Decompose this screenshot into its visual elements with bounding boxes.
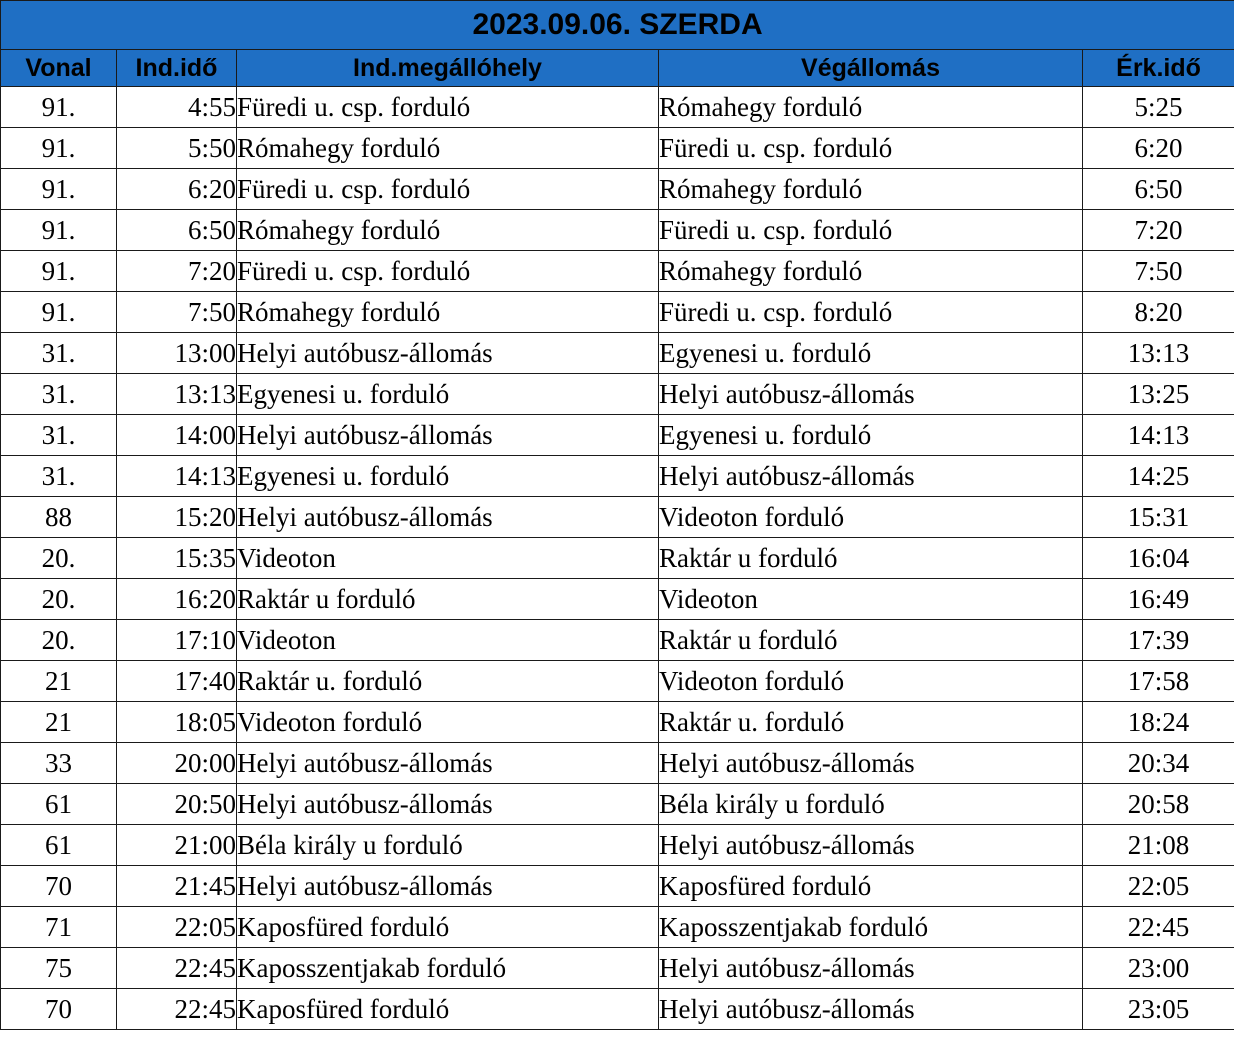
terminus-cell: Egyenesi u. forduló bbox=[659, 333, 1083, 374]
arrival-time-cell: 17:58 bbox=[1083, 661, 1234, 702]
arrival-time-cell: 14:25 bbox=[1083, 456, 1234, 497]
departure-time-cell: 14:13 bbox=[117, 456, 237, 497]
line-number-cell: 31. bbox=[1, 333, 117, 374]
departure-time-cell: 22:05 bbox=[117, 907, 237, 948]
arrival-time-cell: 13:25 bbox=[1083, 374, 1234, 415]
table-row bbox=[1, 497, 1234, 538]
terminus-cell: Helyi autóbusz-állomás bbox=[659, 989, 1083, 1030]
arrival-time-cell: 7:20 bbox=[1083, 210, 1234, 251]
departure-time-cell: 16:20 bbox=[117, 579, 237, 620]
departure-stop-cell: Videoton bbox=[237, 538, 659, 579]
terminus-cell: Rómahegy forduló bbox=[659, 87, 1083, 128]
terminus-cell: Rómahegy forduló bbox=[659, 251, 1083, 292]
timetable-body bbox=[1, 87, 1234, 1030]
departure-time-cell: 17:40 bbox=[117, 661, 237, 702]
table-row bbox=[1, 538, 1234, 579]
departure-time-cell: 7:50 bbox=[117, 292, 237, 333]
terminus-cell: Raktár u forduló bbox=[659, 538, 1083, 579]
departure-stop-cell: Videoton bbox=[237, 620, 659, 661]
table-row bbox=[1, 87, 1234, 128]
table-row bbox=[1, 948, 1234, 989]
departure-stop-cell: Béla király u forduló bbox=[237, 825, 659, 866]
departure-time-cell: 6:20 bbox=[117, 169, 237, 210]
table-row bbox=[1, 169, 1234, 210]
table-row bbox=[1, 128, 1234, 169]
terminus-cell: Kaposfüred forduló bbox=[659, 866, 1083, 907]
terminus-cell: Raktár u. forduló bbox=[659, 702, 1083, 743]
departure-stop-cell: Rómahegy forduló bbox=[237, 210, 659, 251]
departure-stop-cell: Helyi autóbusz-állomás bbox=[237, 743, 659, 784]
line-number-cell: 61 bbox=[1, 784, 117, 825]
departure-stop-cell: Füredi u. csp. forduló bbox=[237, 87, 659, 128]
line-number-cell: 70 bbox=[1, 989, 117, 1030]
table-row bbox=[1, 825, 1234, 866]
departure-time-cell: 20:50 bbox=[117, 784, 237, 825]
header-row bbox=[1, 50, 1234, 87]
line-number-cell: 70 bbox=[1, 866, 117, 907]
column-header-line: Vonal bbox=[1, 50, 117, 87]
terminus-cell: Rómahegy forduló bbox=[659, 169, 1083, 210]
departure-time-cell: 14:00 bbox=[117, 415, 237, 456]
line-number-cell: 88 bbox=[1, 497, 117, 538]
departure-stop-cell: Helyi autóbusz-állomás bbox=[237, 784, 659, 825]
table-row bbox=[1, 784, 1234, 825]
departure-stop-cell: Füredi u. csp. forduló bbox=[237, 169, 659, 210]
table-row bbox=[1, 661, 1234, 702]
terminus-cell: Videoton forduló bbox=[659, 661, 1083, 702]
departure-stop-cell: Füredi u. csp. forduló bbox=[237, 251, 659, 292]
arrival-time-cell: 20:34 bbox=[1083, 743, 1234, 784]
table-row bbox=[1, 702, 1234, 743]
line-number-cell: 61 bbox=[1, 825, 117, 866]
table-row bbox=[1, 456, 1234, 497]
line-number-cell: 33 bbox=[1, 743, 117, 784]
terminus-cell: Helyi autóbusz-állomás bbox=[659, 743, 1083, 784]
arrival-time-cell: 5:25 bbox=[1083, 87, 1234, 128]
departure-time-cell: 22:45 bbox=[117, 948, 237, 989]
departure-stop-cell: Helyi autóbusz-állomás bbox=[237, 333, 659, 374]
arrival-time-cell: 13:13 bbox=[1083, 333, 1234, 374]
table-row bbox=[1, 374, 1234, 415]
table-row bbox=[1, 866, 1234, 907]
arrival-time-cell: 6:50 bbox=[1083, 169, 1234, 210]
departure-stop-cell: Rómahegy forduló bbox=[237, 292, 659, 333]
departure-stop-cell: Videoton forduló bbox=[237, 702, 659, 743]
departure-time-cell: 15:20 bbox=[117, 497, 237, 538]
departure-stop-cell: Egyenesi u. forduló bbox=[237, 374, 659, 415]
page-title: 2023.09.06. SZERDA bbox=[1, 1, 1234, 50]
line-number-cell: 91. bbox=[1, 87, 117, 128]
terminus-cell: Egyenesi u. forduló bbox=[659, 415, 1083, 456]
departure-time-cell: 5:50 bbox=[117, 128, 237, 169]
departure-time-cell: 4:55 bbox=[117, 87, 237, 128]
table-row bbox=[1, 907, 1234, 948]
arrival-time-cell: 17:39 bbox=[1083, 620, 1234, 661]
arrival-time-cell: 22:05 bbox=[1083, 866, 1234, 907]
arrival-time-cell: 16:49 bbox=[1083, 579, 1234, 620]
terminus-cell: Béla király u forduló bbox=[659, 784, 1083, 825]
departure-time-cell: 18:05 bbox=[117, 702, 237, 743]
departure-stop-cell: Helyi autóbusz-állomás bbox=[237, 497, 659, 538]
departure-time-cell: 21:00 bbox=[117, 825, 237, 866]
table-row bbox=[1, 743, 1234, 784]
terminus-cell: Füredi u. csp. forduló bbox=[659, 210, 1083, 251]
table-row bbox=[1, 251, 1234, 292]
arrival-time-cell: 23:05 bbox=[1083, 989, 1234, 1030]
terminus-cell: Füredi u. csp. forduló bbox=[659, 292, 1083, 333]
departure-time-cell: 13:13 bbox=[117, 374, 237, 415]
line-number-cell: 20. bbox=[1, 579, 117, 620]
departure-stop-cell: Rómahegy forduló bbox=[237, 128, 659, 169]
terminus-cell: Helyi autóbusz-állomás bbox=[659, 825, 1083, 866]
arrival-time-cell: 22:45 bbox=[1083, 907, 1234, 948]
table-row bbox=[1, 620, 1234, 661]
line-number-cell: 91. bbox=[1, 210, 117, 251]
table-row bbox=[1, 579, 1234, 620]
terminus-cell: Videoton bbox=[659, 579, 1083, 620]
arrival-time-cell: 8:20 bbox=[1083, 292, 1234, 333]
arrival-time-cell: 23:00 bbox=[1083, 948, 1234, 989]
departure-stop-cell: Raktár u forduló bbox=[237, 579, 659, 620]
arrival-time-cell: 20:58 bbox=[1083, 784, 1234, 825]
title-row bbox=[1, 1, 1234, 50]
line-number-cell: 20. bbox=[1, 538, 117, 579]
arrival-time-cell: 7:50 bbox=[1083, 251, 1234, 292]
column-header-departure-stop: Ind.megállóhely bbox=[237, 50, 659, 87]
line-number-cell: 31. bbox=[1, 456, 117, 497]
column-header-departure-time: Ind.idő bbox=[117, 50, 237, 87]
table-row bbox=[1, 292, 1234, 333]
arrival-time-cell: 15:31 bbox=[1083, 497, 1234, 538]
arrival-time-cell: 6:20 bbox=[1083, 128, 1234, 169]
line-number-cell: 75 bbox=[1, 948, 117, 989]
column-header-arrival-time: Érk.idő bbox=[1083, 50, 1234, 87]
table-row bbox=[1, 210, 1234, 251]
terminus-cell: Helyi autóbusz-állomás bbox=[659, 456, 1083, 497]
terminus-cell: Videoton forduló bbox=[659, 497, 1083, 538]
terminus-cell: Füredi u. csp. forduló bbox=[659, 128, 1083, 169]
departure-time-cell: 20:00 bbox=[117, 743, 237, 784]
terminus-cell: Helyi autóbusz-állomás bbox=[659, 374, 1083, 415]
departure-time-cell: 22:45 bbox=[117, 989, 237, 1030]
arrival-time-cell: 18:24 bbox=[1083, 702, 1234, 743]
departure-stop-cell: Kaposfüred forduló bbox=[237, 989, 659, 1030]
terminus-cell: Kaposszentjakab forduló bbox=[659, 907, 1083, 948]
table-row bbox=[1, 415, 1234, 456]
departure-stop-cell: Kaposfüred forduló bbox=[237, 907, 659, 948]
line-number-cell: 91. bbox=[1, 169, 117, 210]
line-number-cell: 91. bbox=[1, 292, 117, 333]
terminus-cell: Raktár u forduló bbox=[659, 620, 1083, 661]
line-number-cell: 20. bbox=[1, 620, 117, 661]
line-number-cell: 21 bbox=[1, 661, 117, 702]
line-number-cell: 91. bbox=[1, 251, 117, 292]
departure-time-cell: 21:45 bbox=[117, 866, 237, 907]
departure-time-cell: 13:00 bbox=[117, 333, 237, 374]
table-row bbox=[1, 989, 1234, 1030]
departure-stop-cell: Helyi autóbusz-állomás bbox=[237, 866, 659, 907]
departure-stop-cell: Egyenesi u. forduló bbox=[237, 456, 659, 497]
line-number-cell: 31. bbox=[1, 415, 117, 456]
departure-time-cell: 15:35 bbox=[117, 538, 237, 579]
line-number-cell: 31. bbox=[1, 374, 117, 415]
line-number-cell: 71 bbox=[1, 907, 117, 948]
line-number-cell: 91. bbox=[1, 128, 117, 169]
departure-time-cell: 17:10 bbox=[117, 620, 237, 661]
departure-time-cell: 7:20 bbox=[117, 251, 237, 292]
column-header-terminus: Végállomás bbox=[659, 50, 1083, 87]
departure-stop-cell: Raktár u. forduló bbox=[237, 661, 659, 702]
terminus-cell: Helyi autóbusz-állomás bbox=[659, 948, 1083, 989]
departure-stop-cell: Helyi autóbusz-állomás bbox=[237, 415, 659, 456]
arrival-time-cell: 21:08 bbox=[1083, 825, 1234, 866]
departure-stop-cell: Kaposszentjakab forduló bbox=[237, 948, 659, 989]
table-row bbox=[1, 333, 1234, 374]
arrival-time-cell: 16:04 bbox=[1083, 538, 1234, 579]
arrival-time-cell: 14:13 bbox=[1083, 415, 1234, 456]
line-number-cell: 21 bbox=[1, 702, 117, 743]
departure-time-cell: 6:50 bbox=[117, 210, 237, 251]
